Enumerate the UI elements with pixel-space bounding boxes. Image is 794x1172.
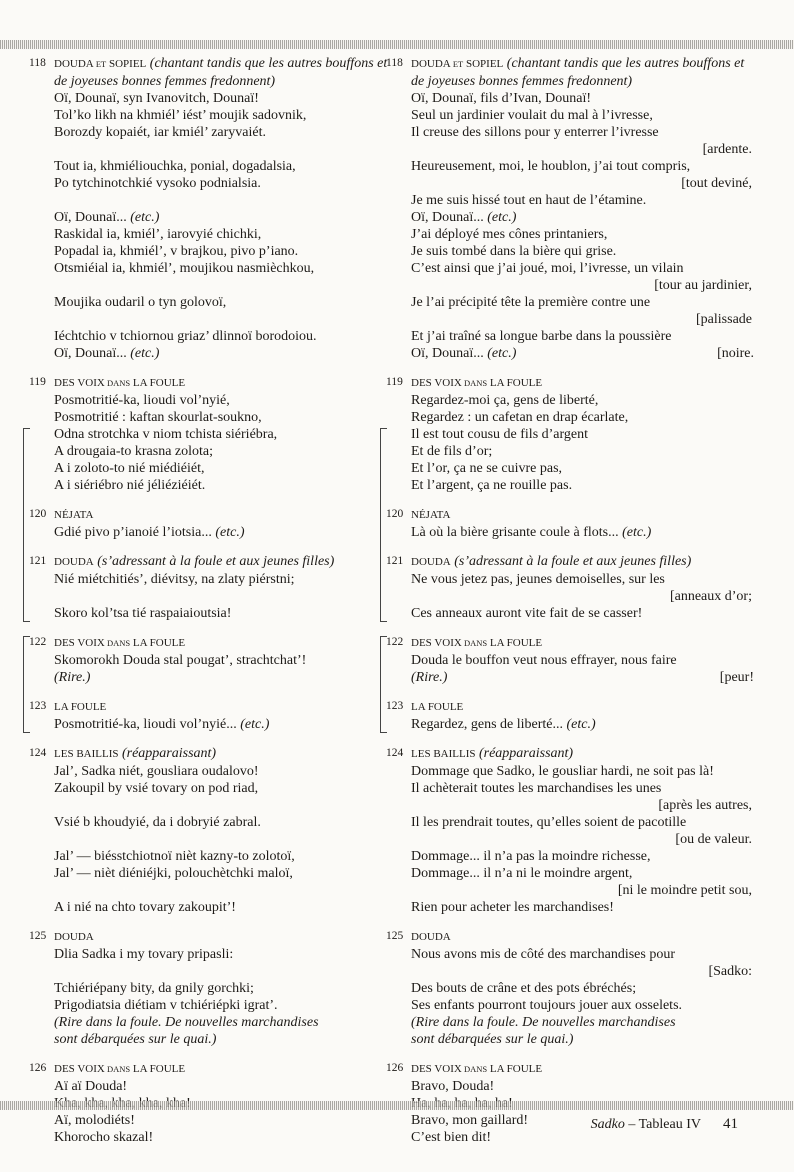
verse-line: Tout ia, khmiéliouchka, ponial, dogadalsia, <box>54 159 296 174</box>
verse-line-text: Oï, Dounaï... (etc.) <box>411 346 517 361</box>
entry-number: 120 <box>386 508 404 520</box>
verse-line: [tout deviné, <box>681 176 752 191</box>
verse-line: (Rire dans la foule. De nouvelles marchandises <box>54 1015 319 1030</box>
dialogue-entry <box>386 745 754 916</box>
dialogue-entry <box>29 374 399 494</box>
verse-line: A i siériébro nié jéliéziéiét. <box>54 478 206 493</box>
verse-line: Et l’argent, ça ne rouille pas. <box>411 478 573 493</box>
margin-bracket <box>23 636 30 733</box>
dialogue-entry <box>386 506 754 541</box>
speaker-name: DOUDA <box>54 556 94 568</box>
french-column <box>386 55 754 1158</box>
entry-number: 121 <box>386 555 404 567</box>
verse-line: Ne vous jetez pas, jeunes demoiselles, sur les <box>411 572 665 587</box>
entry-number: 122 <box>386 636 404 648</box>
speaker-name: DES VOIX DANS LA FOULE <box>54 637 186 649</box>
entry-number: 123 <box>29 700 47 712</box>
entry-number: 118 <box>29 57 46 69</box>
dialogue-entry <box>386 374 754 494</box>
speaker-name: LES BAILLIS <box>411 748 476 760</box>
entry-heading <box>386 698 754 716</box>
entry-number: 125 <box>386 930 404 942</box>
verse-line: Po tytchinotchkié vysoko podnialsia. <box>54 176 261 191</box>
dialogue-entry <box>386 634 754 686</box>
entry-heading <box>386 553 754 571</box>
verse-line: [anneaux d’or; <box>669 589 752 604</box>
verse-line: A i zoloto-to nié miédiéiét, <box>54 461 205 476</box>
verse-line: Ces anneaux auront vite fait de se casser! <box>411 606 643 621</box>
verse-line-continuation: [peur! <box>719 670 754 685</box>
dialogue-entry <box>386 928 754 1048</box>
stage-direction: (chantant tandis que les autres bouffons et de joyeuses bonnes femmes fredonnent) <box>54 56 388 89</box>
dialogue-entry <box>29 553 399 622</box>
verse-line <box>29 277 399 294</box>
stage-direction: (s’adressant à la foule et aux jeunes filles) <box>97 554 335 569</box>
verse-line: Dlia Sadka i my tovary pripasli: <box>54 947 234 962</box>
verse-line: (Rire dans la foule. De nouvelles marchandises <box>411 1015 676 1030</box>
speaker-name: DES VOIX DANS LA FOULE <box>411 637 543 649</box>
margin-bracket <box>380 428 387 622</box>
entry-heading <box>386 506 754 524</box>
entry-heading <box>386 55 754 90</box>
margin-bracket <box>380 636 387 733</box>
verse-line: sont débarquées sur le quai.) <box>411 1032 574 1047</box>
entry-heading <box>386 374 754 392</box>
page-footer <box>591 1116 738 1133</box>
verse-line: A drougaia-to krasna zolota; <box>54 444 214 459</box>
verse-line: Bravo, Douda! <box>411 1079 495 1094</box>
verse-line: Oï, Dounaï, fils d’Ivan, Dounaï! <box>411 91 592 106</box>
verse-line: Jal’ — biésstchiotnoï nièt kazny-to zolotoï, <box>54 849 295 864</box>
speaker-name: NÉJATA <box>54 509 94 521</box>
verse-line: Odna strotchka v niom tchista siériébra, <box>54 427 278 442</box>
verse-line: Il achèterait toutes les marchandises les unes <box>411 781 662 796</box>
margin-bracket <box>23 428 30 622</box>
verse-line: J’ai déployé mes cônes printaniers, <box>411 227 608 242</box>
page-number: 41 <box>723 1116 738 1132</box>
verse-line-text: (Rire.) <box>411 670 448 685</box>
dialogue-entry <box>386 698 754 733</box>
entry-number: 122 <box>29 636 47 648</box>
verse-line: [tour au jardinier, <box>654 278 752 293</box>
entry-heading <box>386 745 754 763</box>
footer-title: Sadko <box>590 1117 625 1132</box>
entry-number: 126 <box>386 1062 404 1074</box>
bottom-border-band <box>0 1101 794 1110</box>
verse-line: Regardez, gens de liberté... (etc.) <box>411 717 596 732</box>
verse-line: Nous avons mis de côté des marchandises pour <box>411 947 675 962</box>
verse-line: Tol’ko likh na khmiél’ iést’ moujik sadovnik, <box>54 108 307 123</box>
stage-direction: (s’adressant à la foule et aux jeunes filles) <box>454 554 692 569</box>
entry-number: 123 <box>386 700 404 712</box>
verse-line: C’est ainsi que j’ai joué, moi, l’ivresse, un vilain <box>411 261 684 276</box>
verse-line: Otsmiéial ia, khmiél’, moujikou nasmièchkou, <box>54 261 315 276</box>
entry-number: 124 <box>29 747 47 759</box>
entry-heading <box>29 928 399 946</box>
verse-line: sont débarquées sur le quai.) <box>54 1032 217 1047</box>
speaker-name: DOUDA ET SOPIEL <box>54 58 147 70</box>
entry-number: 121 <box>29 555 47 567</box>
entry-number: 124 <box>386 747 404 759</box>
speaker-name: NÉJATA <box>411 509 451 521</box>
entry-heading <box>29 698 399 716</box>
verse-line: [ardente. <box>702 142 752 157</box>
verse-line: Gdié pivo p’ianoié l’iotsia... (etc.) <box>54 525 245 540</box>
dialogue-entry <box>386 553 754 622</box>
verse-line <box>29 311 399 328</box>
entry-number: 118 <box>386 57 403 69</box>
entry-heading <box>386 928 754 946</box>
verse-line: [ni le moindre petit sou, <box>617 883 752 898</box>
dialogue-entry <box>29 745 399 916</box>
dialogue-entry <box>29 506 399 541</box>
verse-line: Zakoupil by vsié tovary on pod riad, <box>54 781 259 796</box>
verse-line: Raskidal ia, kmiél’, iarovyié chichki, <box>54 227 262 242</box>
verse-line: Je l’ai précipité tête la première contre une <box>411 295 651 310</box>
verse-line <box>29 831 399 848</box>
entry-heading <box>29 745 399 763</box>
verse-line: Il est tout cousu de fils d’argent <box>411 427 589 442</box>
entry-heading <box>29 553 399 571</box>
speaker-name: DES VOIX DANS LA FOULE <box>411 1063 543 1075</box>
verse-line: Heureusement, moi, le houblon, j’ai tout compris, <box>411 159 691 174</box>
verse-line: Prigodiatsia diétiam v tchiériépki igrat’. <box>54 998 278 1013</box>
entry-heading <box>29 506 399 524</box>
verse-line: Je suis tombé dans la bière qui grise. <box>411 244 617 259</box>
verse-line: Dommage... il n’a ni le moindre argent, <box>411 866 633 881</box>
verse-line: [ou de valeur. <box>675 832 752 847</box>
dialogue-entry <box>29 634 399 686</box>
verse-line: Douda le bouffon veut nous effrayer, nous faire <box>411 653 677 668</box>
verse-line: Il les prendrait toutes, qu’elles soient de pacotille <box>411 815 687 830</box>
verse-line: Regardez : un cafetan en drap écarlate, <box>411 410 629 425</box>
speaker-name: LA FOULE <box>54 701 107 713</box>
speaker-name: DOUDA <box>411 931 451 943</box>
verse-line: Je me suis hissé tout en haut de l’étamine. <box>411 193 647 208</box>
verse-line: [Sadko: <box>708 964 752 979</box>
verse-line: Vsié b khoudyié, da i dobryié zabral. <box>54 815 261 830</box>
verse-line: Dommage que Sadko, le gousliar hardi, ne soit pas là! <box>411 764 714 779</box>
verse-line: Oï, Dounaï... (etc.) <box>411 210 517 225</box>
verse-line <box>29 141 399 158</box>
speaker-name: LES BAILLIS <box>54 748 119 760</box>
verse-line: Et j’ai traîné sa longue barbe dans la poussière <box>411 329 672 344</box>
verse-line: Là où la bière grisante coule à flots... (etc.) <box>411 525 652 540</box>
verse-line: Borozdy kopaiét, iar kmiél’ zaryvaiét. <box>54 125 266 140</box>
verse-line: Jal’, Sadka niét, gousliara oudalovo! <box>54 764 259 779</box>
entry-number: 120 <box>29 508 47 520</box>
verse-line: Moujika oudaril o tyn golovoï, <box>54 295 227 310</box>
verse-line: Posmotritié-ka, lioudi vol’nyié... (etc.) <box>54 717 270 732</box>
verse-line: Des bouts de crâne et des pots ébréchés; <box>411 981 637 996</box>
footer-separator: – <box>624 1117 639 1132</box>
verse-line: Bravo, mon gaillard! <box>411 1113 529 1128</box>
stage-direction: (réapparaissant) <box>121 746 217 761</box>
stage-direction: (réapparaissant) <box>478 746 574 761</box>
verse-line: Popadal ia, khmiél’, v brajkou, pivo p’iano. <box>54 244 299 259</box>
dialogue-entry <box>29 55 399 362</box>
verse-line: Oï, Dounaï... (etc.) <box>54 346 160 361</box>
verse-line <box>386 669 754 686</box>
entry-heading <box>29 55 399 90</box>
verse-line: Seul un jardinier voulait du mal à l’ivresse, <box>411 108 653 123</box>
verse-line: Et de fils d’or; <box>411 444 493 459</box>
verse-line <box>29 588 399 605</box>
verse-line: Oï, Dounaï... (etc.) <box>54 210 160 225</box>
speaker-name: DOUDA ET SOPIEL <box>411 58 504 70</box>
verse-line: Skomorokh Douda stal pougat’, strachtchat’! <box>54 653 307 668</box>
entry-number: 119 <box>386 376 403 388</box>
speaker-name: DES VOIX DANS LA FOULE <box>54 377 186 389</box>
verse-line: C’est bien dit! <box>411 1130 492 1145</box>
verse-line: [palissade <box>696 312 752 327</box>
entry-heading <box>386 634 754 652</box>
speaker-name: DOUDA <box>54 931 94 943</box>
verse-line <box>29 882 399 899</box>
verse-line: Iéchtchio v tchiornou griaz’ dlinnoï borodoiou. <box>54 329 317 344</box>
entry-number: 125 <box>29 930 47 942</box>
dialogue-entry <box>386 55 754 362</box>
speaker-name: DES VOIX DANS LA FOULE <box>411 377 543 389</box>
verse-line: Dommage... il n’a pas la moindre richesse, <box>411 849 651 864</box>
speaker-name: DOUDA <box>411 556 451 568</box>
verse-line: Khorocho skazal! <box>54 1130 154 1145</box>
entry-number: 126 <box>29 1062 47 1074</box>
footer-tableau: Tableau IV <box>638 1117 701 1132</box>
entry-heading <box>29 634 399 652</box>
entry-heading <box>386 1060 754 1078</box>
verse-line: Posmotritié : kaftan skourlat-soukno, <box>54 410 262 425</box>
entry-number: 119 <box>29 376 46 388</box>
verse-line-continuation: [noire. <box>717 346 754 361</box>
entry-heading <box>29 1060 399 1078</box>
verse-line: Et l’or, ça ne se cuivre pas, <box>411 461 563 476</box>
verse-line: Il creuse des sillons pour y enterrer l’ivresse <box>411 125 659 140</box>
dialogue-entry <box>29 928 399 1048</box>
verse-line <box>29 797 399 814</box>
verse-line: Oï, Dounaï, syn Ivanovitch, Dounaï! <box>54 91 259 106</box>
verse-line: Nié miétchitiés’, diévitsy, na zlaty piérstni; <box>54 572 295 587</box>
verse-line: Ses enfants pourront toujours jouer aux osselets. <box>411 998 683 1013</box>
verse-line: Tchiériépany bity, da gnily gorchki; <box>54 981 254 996</box>
verse-line: [après les autres, <box>658 798 752 813</box>
verse-line: Aï, molodiéts! <box>54 1113 135 1128</box>
verse-line <box>29 192 399 209</box>
stage-direction: (chantant tandis que les autres bouffons et de joyeuses bonnes femmes fredonnent) <box>411 56 745 89</box>
top-border-band <box>0 40 794 49</box>
dialogue-entry <box>29 698 399 733</box>
entry-heading <box>29 374 399 392</box>
verse-line: Skoro kol’tsa tié raspaiaioutsia! <box>54 606 232 621</box>
speaker-name: DES VOIX DANS LA FOULE <box>54 1063 186 1075</box>
verse-line: Regardez-moi ça, gens de liberté, <box>411 393 599 408</box>
verse-line: (Rire.) <box>54 670 91 685</box>
verse-line: A i nié na chto tovary zakoupit’! <box>54 900 236 915</box>
verse-line <box>386 345 754 362</box>
verse-line: Posmotritié-ka, lioudi vol’nyié, <box>54 393 230 408</box>
verse-line: Rien pour acheter les marchandises! <box>411 900 614 915</box>
verse-line: Jal’ — nièt diéniéjki, polouchètchki maloï, <box>54 866 293 881</box>
russian-column <box>29 55 399 1158</box>
verse-line: Aï aï Douda! <box>54 1079 128 1094</box>
speaker-name: LA FOULE <box>411 701 464 713</box>
verse-line <box>29 963 399 980</box>
